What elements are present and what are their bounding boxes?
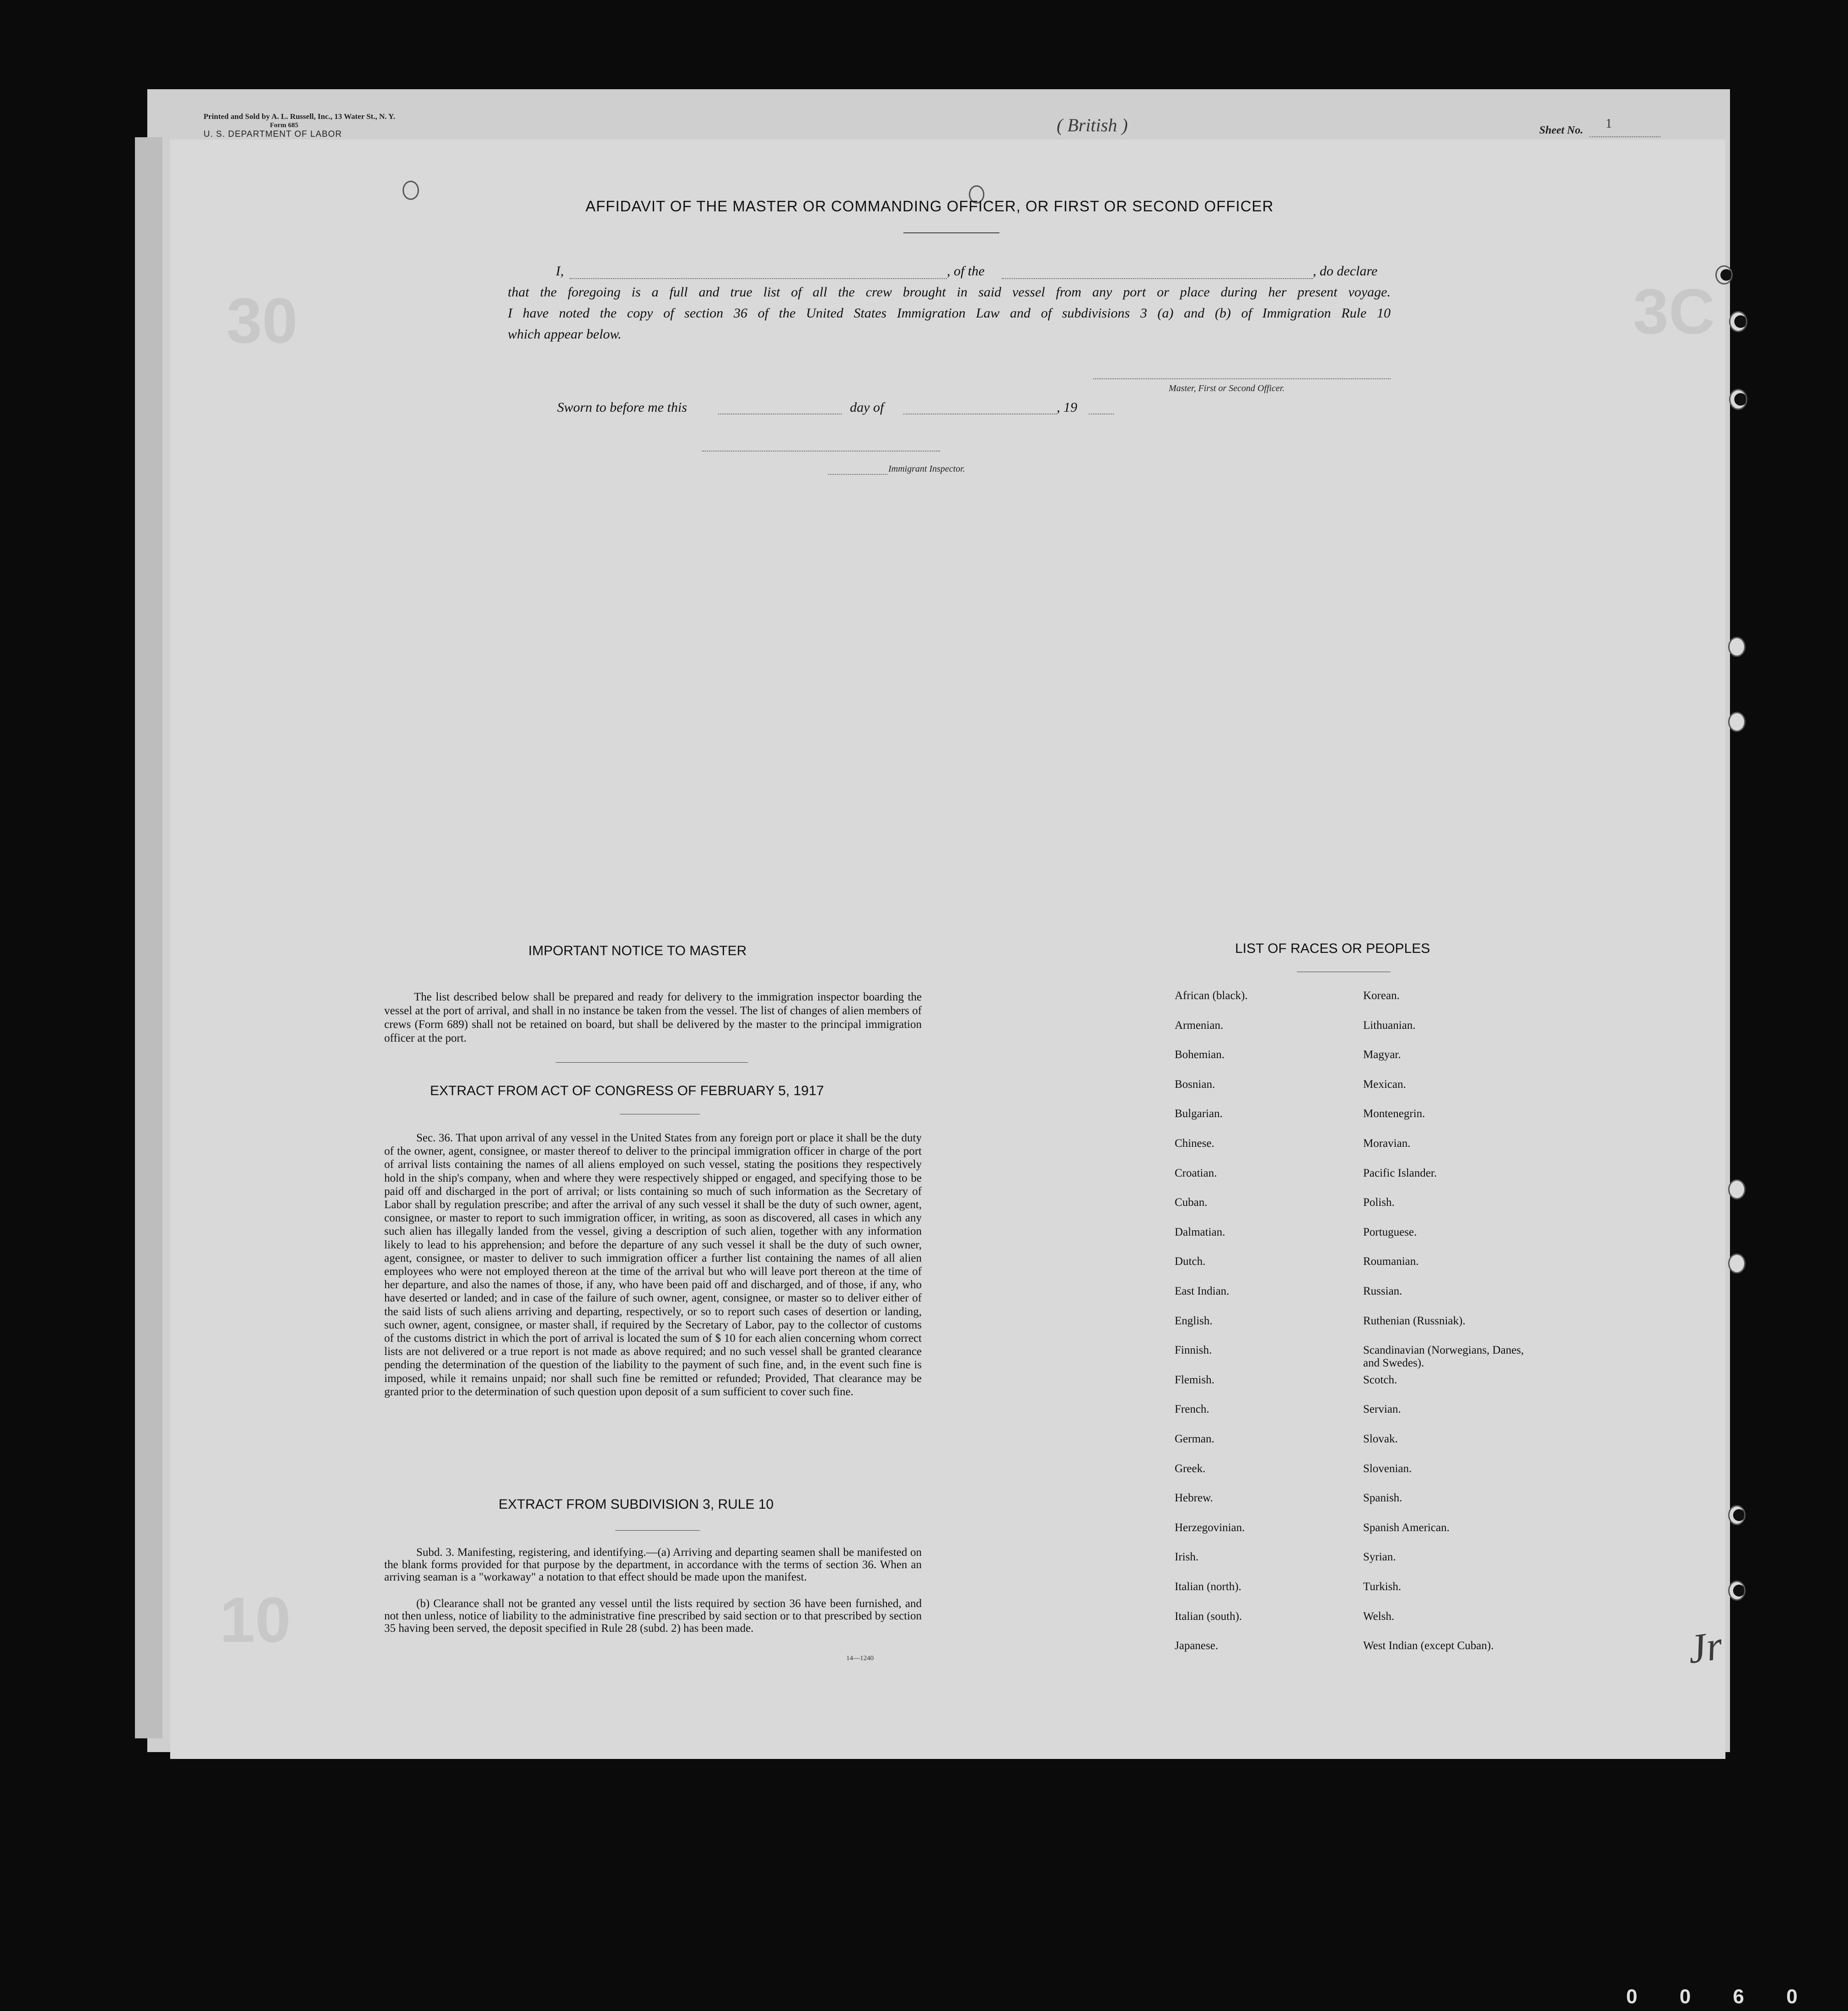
rule-text-b: (b) Clearance shall not be granted any vessel until the lists required by section 36 have been furnished, and not then unless, notice of liability to the administrative fine prescribed by said section or to that prescribed by section 35 having been served, the deposit specified in Rule 28 (subd. 2) has been made. xyxy=(384,1597,922,1635)
race-item: Russian. xyxy=(1363,1285,1402,1297)
race-item: Dutch. xyxy=(1175,1255,1206,1268)
binder-hole-icon xyxy=(1728,1581,1746,1601)
binder-hole-icon xyxy=(1728,1505,1746,1525)
title-rule xyxy=(903,232,999,233)
race-item: Finnish. xyxy=(1175,1344,1212,1357)
race-item: Magyar. xyxy=(1363,1049,1401,1061)
affidavit-line-3: I have noted the copy of section 36 of the United States Immigration Law and of subdivisions 3 (a) and (b) of Immigration Rule 10 xyxy=(508,306,1391,321)
race-item: Croatian. xyxy=(1175,1167,1217,1179)
notice-rule xyxy=(556,1062,748,1063)
race-item: Slovenian. xyxy=(1363,1462,1412,1475)
inspector-dots xyxy=(828,474,887,475)
day-of-label: day of xyxy=(850,400,884,415)
act-heading: EXTRACT FROM ACT OF CONGRESS OF FEBRUARY 5, 1917 xyxy=(430,1083,824,1098)
race-item: Flemish. xyxy=(1175,1373,1214,1386)
page-edge xyxy=(135,137,162,1738)
film-frame-number: 0 0 6 0 xyxy=(1626,1985,1816,2008)
sheet-line xyxy=(1590,136,1660,137)
race-item: Bosnian. xyxy=(1175,1078,1215,1091)
act-text: Sec. 36. That upon arrival of any vessel in the United States from any foreign port or place it shall be the duty of the owner, agent, consignee, or master thereof to deliver to the principal immigration officer in charge of the port of arrival lists containing the names of all aliens employed on such vessel, stating the positions they respectively hold in the ship's company, when and where they were respectively shipped or engaged, and specifying those to be paid off and discharged in the port of arrival; or lists containing so much of such information as the Secretary of Labor shall by regulation prescribe; and after the arrival of any such vessel it shall be the duty of such owner, agent, consignee, or master to report to such immigration officer, in writing, as soon as discovered, all cases in which any such alien has illegally landed from the vessel, giving a description of such alien, together with any information likely to lead to his apprehension; and before the departure of any such vessel it shall be the duty of such owner, agent, consignee, or master to deliver to such immigration officer a further list containing the names of all alien employees who were not employed thereon at the time of the arrival but who will leave port thereon at the time of her departure, and also the names of those, if any, who have been paid off and discharged, and of those, if any, who have deserted or landed; and in case of the failure of such owner, agent, consignee, or master so to deliver either of the said lists of such aliens arriving and departing, respectively, or so to report such cases of desertion or landing, such owner, agent, consignee, or master shall, if required by the Secretary of Labor, pay to the collector of customs of the customs district in which the port of arrival is located the sum of $ 10 for each alien concerning whom correct lists are not delivered or a true report is not made as above required; and no such vessel shall be granted clearance pending the determination of the question of the liability to the payment of such fine, and, in the event such fine is imposed, while it remains unpaid; nor shall such fine be remitted or refunded; Provided, That clearance may be granted prior to the determination of such question upon deposit of a sum sufficient to cover such fine. xyxy=(384,1132,922,1398)
binder-hole-icon xyxy=(1729,311,1747,332)
show-through-mark: 30 xyxy=(226,285,298,356)
race-item: Moravian. xyxy=(1363,1137,1411,1150)
binder-hole-icon xyxy=(1728,637,1746,657)
race-item: Welsh. xyxy=(1363,1610,1395,1623)
sheet-number: 1 xyxy=(1606,117,1612,131)
affidavit-title: AFFIDAVIT OF THE MASTER OR COMMANDING OFFICER, OR FIRST OR SECOND OFFICER xyxy=(586,198,1274,215)
race-item: Italian (north). xyxy=(1175,1581,1241,1593)
race-item: Servian. xyxy=(1363,1403,1401,1416)
affidavit-line-4: which appear below. xyxy=(508,327,622,342)
show-through-mark: 3C xyxy=(1633,275,1715,347)
affidavit-of-the: , of the xyxy=(947,263,985,279)
race-item: Dalmatian. xyxy=(1175,1226,1225,1238)
race-item: Syrian. xyxy=(1363,1551,1396,1564)
race-item: Herzegovinian. xyxy=(1175,1521,1245,1534)
race-item: Spanish American. xyxy=(1363,1521,1450,1534)
affidavit-declare: , do declare xyxy=(1313,263,1378,279)
race-item: Lithuanian. xyxy=(1363,1019,1416,1032)
race-item: West Indian (except Cuban). xyxy=(1363,1640,1494,1652)
race-item: Chinese. xyxy=(1175,1137,1214,1150)
race-item: African (black). xyxy=(1175,989,1248,1002)
form-code: 14—1240 xyxy=(846,1655,874,1662)
race-item: Roumanian. xyxy=(1363,1255,1419,1268)
race-item: Montenegrin. xyxy=(1363,1108,1425,1120)
form-page xyxy=(170,140,1725,1759)
race-item: German. xyxy=(1175,1433,1214,1445)
race-item: Mexican. xyxy=(1363,1078,1406,1091)
race-item: Polish. xyxy=(1363,1196,1395,1209)
race-item: English. xyxy=(1175,1314,1213,1327)
race-item: Korean. xyxy=(1363,989,1400,1002)
race-item: East Indian. xyxy=(1175,1285,1230,1297)
rule-heading: EXTRACT FROM SUBDIVISION 3, RULE 10 xyxy=(499,1497,774,1512)
department-line: U. S. DEPARTMENT OF LABOR xyxy=(204,129,342,139)
printer-line: Printed and Sold by A. L. Russell, Inc., 13 Water St., N. Y. xyxy=(204,112,395,121)
notice-text: The list described below shall be prepared and ready for delivery to the immigration inspector boarding the vessel at the port of arrival, and shall in no instance be taken from the vessel. The list of changes of alien members of crews (Form 689) shall not be retained on board, but shall be delivered by the master to the principal immigration officer at the port. xyxy=(384,991,922,1044)
race-item: Armenian. xyxy=(1175,1019,1224,1032)
race-item: Scandinavian (Norwegians, Danes, and Swedes). xyxy=(1363,1344,1524,1370)
master-signature-line xyxy=(1093,378,1391,379)
binder-hole-icon xyxy=(1728,1253,1746,1274)
race-item: Japanese. xyxy=(1175,1640,1219,1652)
race-item: Slovak. xyxy=(1363,1433,1398,1445)
race-item: Hebrew. xyxy=(1175,1492,1213,1505)
notice-heading: IMPORTANT NOTICE TO MASTER xyxy=(528,943,747,958)
handwritten-mark: Jr xyxy=(1685,1623,1725,1672)
race-item: French. xyxy=(1175,1403,1209,1416)
race-item: Italian (south). xyxy=(1175,1610,1242,1623)
name-blank xyxy=(569,278,947,279)
binder-hole-icon xyxy=(1715,265,1733,285)
race-item: Bohemian. xyxy=(1175,1049,1225,1061)
show-through-mark: 10 xyxy=(220,1584,291,1656)
race-item: Cuban. xyxy=(1175,1196,1208,1209)
binder-hole-icon xyxy=(1728,1179,1746,1199)
races-heading: LIST OF RACES OR PEOPLES xyxy=(1235,941,1430,956)
form-number: Form 685 xyxy=(270,122,299,129)
binder-hole-icon xyxy=(1728,712,1746,732)
vessel-blank xyxy=(1002,278,1313,279)
race-item: Irish. xyxy=(1175,1551,1199,1564)
race-item: Pacific Islander. xyxy=(1363,1167,1437,1179)
rule-text-a: Subd. 3. Manifesting, registering, and identifying.—(a) Arriving and departing seamen shall be manifested on the blank forms provided for that purpose by the department, in accordance with the terms of section 36. When an arriving seaman is a "workaway" a notation to that effect should be made upon the manifest. xyxy=(384,1546,922,1583)
affidavit-i: I, xyxy=(556,263,564,279)
rule-rule xyxy=(615,1530,700,1531)
race-item: Portuguese. xyxy=(1363,1226,1417,1238)
race-item: Scotch. xyxy=(1363,1373,1397,1386)
inspector-signature-line xyxy=(702,451,940,452)
race-item: Turkish. xyxy=(1363,1581,1402,1593)
sheet-label: Sheet No. xyxy=(1539,124,1583,136)
race-item: Spanish. xyxy=(1363,1492,1402,1505)
binder-hole-icon xyxy=(403,181,419,200)
master-label: Master, First or Second Officer. xyxy=(1169,383,1285,393)
race-item: Bulgarian. xyxy=(1175,1108,1223,1120)
handwritten-note: ( British ) xyxy=(1057,115,1128,135)
sworn-label: Sworn to before me this xyxy=(557,400,687,415)
race-item: Greek. xyxy=(1175,1462,1206,1475)
year-label: , 19 xyxy=(1057,400,1077,415)
affidavit-line-2: that the foregoing is a full and true list of all the crew brought in said vessel from any port or place during her present voyage. xyxy=(508,285,1391,300)
race-item: Ruthenian (Russniak). xyxy=(1363,1314,1466,1327)
binder-hole-icon xyxy=(1729,389,1747,410)
inspector-label: Immigrant Inspector. xyxy=(888,464,965,474)
